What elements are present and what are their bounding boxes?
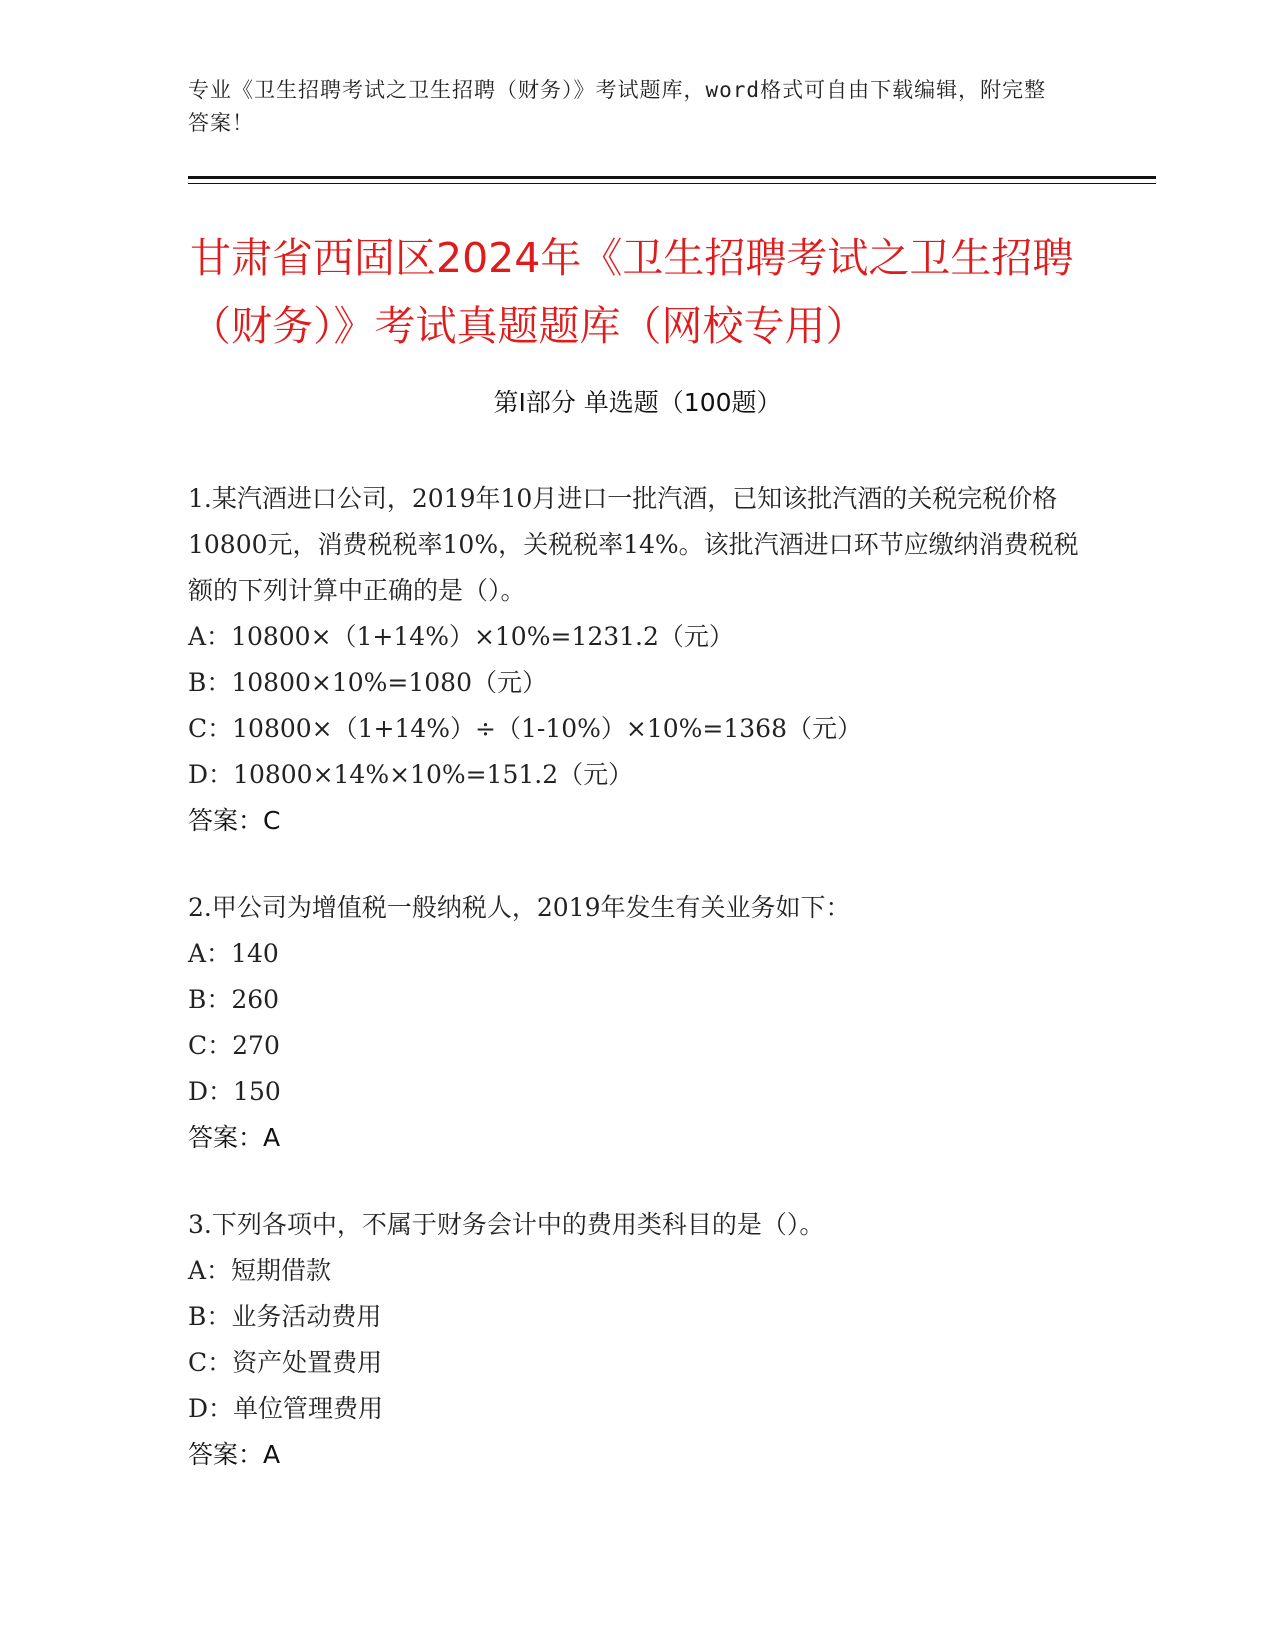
option-d: D：10800×14%×10%=151.2（元）	[188, 760, 634, 789]
option-d: D：单位管理费用	[188, 1394, 384, 1423]
question-stem: 3.下列各项中，不属于财务会计中的费用类科目的是（）。	[188, 1210, 825, 1239]
option-b: B：10800×10%=1080（元）	[188, 668, 547, 697]
option-a: A：10800×（1+14%）×10%=1231.2（元）	[188, 622, 734, 651]
answer: 答案：A	[188, 1123, 281, 1152]
question-list	[188, 476, 1088, 1519]
question-stem: 1.某汽酒进口公司，2019年10月进口一批汽酒，已知该批汽酒的关税完税价格10800元，消费税税率10%，关税税率14%。该批汽酒进口环节应缴纳消费税税额的下列计算中正确的是（）。	[188, 484, 1079, 605]
section-heading: 第I部分 单选题（100题）	[493, 388, 782, 417]
header-divider-thick	[188, 176, 1156, 179]
option-d: D：150	[188, 1077, 281, 1106]
option-b: B：260	[188, 985, 280, 1014]
option-a: A：短期借款	[188, 1256, 332, 1285]
answer: 答案：A	[188, 1440, 281, 1469]
option-b: B：业务活动费用	[188, 1302, 382, 1331]
header-divider-thin	[188, 183, 1156, 184]
option-a: A：140	[188, 939, 279, 968]
header-note: 专业《卫生招聘考试之卫生招聘（财务）》考试题库，word格式可自由下载编辑，附完整答案！	[188, 78, 1047, 135]
option-c: C：270	[188, 1031, 280, 1060]
question-1	[188, 476, 1088, 844]
question-stem: 2.甲公司为增值税一般纳税人，2019年发生有关业务如下：	[188, 893, 851, 922]
option-c: C：资产处置费用	[188, 1348, 383, 1377]
document-title: 甘肃省西固区2024年《卫生招聘考试之卫生招聘（财务）》考试真题题库（网校专用）	[190, 234, 1074, 350]
question-3	[188, 1202, 1088, 1478]
option-c: C：10800×（1+14%）÷（1-10%）×10%=1368（元）	[188, 714, 862, 743]
question-2	[188, 885, 1088, 1161]
answer: 答案：C	[188, 806, 281, 835]
